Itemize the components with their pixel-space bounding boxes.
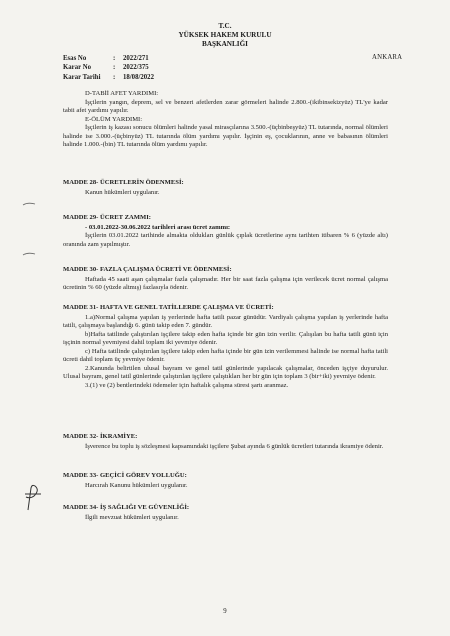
karar-label: Karar No [63, 64, 92, 72]
page-number: 9 [223, 608, 227, 615]
paragraph: İşçilerin yangın, deprem, sel ve benzeri afetlerden zarar görmeleri halinde 2.800.-(ikibinsekizyüz) TL'ye kadar tabii afet yardımı yapılır. [63, 98, 388, 115]
karar-row [63, 63, 154, 72]
city-label: ANKARA [372, 54, 403, 61]
margin-mark-icon [22, 201, 36, 207]
section-title: MADDE 29- ÜCRET ZAMMI: [63, 214, 151, 221]
paragraph: Harcırah Kanunu hükümleri uygulanır. [85, 481, 188, 489]
case-meta [63, 54, 154, 82]
tarih-row [63, 73, 154, 82]
block-madde-33 [63, 472, 388, 490]
tarih-label: Karar Tarihi [63, 73, 101, 81]
tarih-sep: : [113, 73, 116, 81]
esas-value: 2022/271 [123, 55, 149, 62]
tarih-value: 18/08/2022 [123, 73, 154, 81]
paragraph: 2.Kanunda belirtilen ulusal bayram ve genel tatil günlerinde yapılacak çalışmalar, önceden işçiye duyurulur. Ulusal bayram, genel tatil günlerinde çalıştırılan işçilere çalıştıkları her bir gün için toplam 3 (bir+iki) yevmiye ödenir. [63, 364, 388, 381]
paragraph: İşçilerin 03.01.2022 tarihinde almakta oldukları günlük çıplak ücretlerine aynı tarihten itibaren % 6 (yüzde altı) oranında zam yapılmıştır. [63, 232, 388, 248]
paragraph: Kanun hükümleri uygulanır. [85, 188, 160, 196]
paragraph: D-TABİİ AFET YARDIMI: [85, 90, 159, 97]
paragraph: b)Hafta tatilinde çalıştırılan işçilere takip eden hafta içinde bir gün izin verilir. Çalışılan bu hafta tatili günü için işçinin normal yevmiyesi dahil toplam iki yevmiye ödenir. [63, 330, 388, 347]
paragraph: c) Hafta tatilinde çalıştırılan işçilere takip eden hafta içinde bir gün izin verilemmesi halinde ise normal hafta tatili ücreti dahil toplam üç yevmiye ödenir. [63, 347, 388, 364]
karar-sep: : [113, 64, 116, 72]
section-title: MADDE 31- HAFTA VE GENEL TATİLLERDE ÇALIŞMA VE ÜCRETİ: [63, 304, 274, 311]
block-madde-29 [63, 214, 388, 249]
esas-row [63, 54, 154, 63]
handwritten-initial-signature [22, 482, 44, 512]
section-title: MADDE 32- İKRAMİYE: [63, 433, 138, 440]
block-madde-30 [63, 266, 388, 293]
paragraph: 1.a)Normal çalışma yapılan iş yerlerinde hafta tatili pazar günüdür. Vardiyalı çalışma yapılan iş yerlerinde hafta tatili, çalışmaya başlandığı 6. günü takip eden 7. gündür. [63, 313, 388, 330]
karar-value: 2022/375 [123, 64, 149, 72]
paragraph: - 03.01.2022-30.06.2022 tarihleri arası ücret zammı: [85, 223, 231, 231]
block-madde-28 [63, 179, 388, 197]
paragraph: E-ÖLÜM YARDIMI: [85, 115, 143, 123]
header-department: BAŞKANLIĞI [202, 40, 248, 48]
section-title: MADDE 30- FAZLA ÇALIŞMA ÜCRETİ VE ÖDENMESİ: [63, 266, 232, 273]
block-madde-34 [63, 504, 388, 522]
paragraph: 3.(1) ve (2) bentlerindeki ödemeler için haftalık çalışma süresi şartı aranmaz. [85, 381, 289, 389]
paragraph: Haftada 45 saati aşan çalışmalar fazla çalışmadır. Her bir saat fazla çalışma için verilecek ücret normal çalışma ücretinin % 60 (yüzde altmış) fazlasıyla ödenir. [63, 275, 388, 292]
paragraph: İşçilerin iş kazası sonucu ölümleri halinde yasal mirasçılarına 3.500.-(üçbinbeşyüz) TL tutarında, normal ölümleri halinde ise 3.000.-(üçbinyüz) TL tutarında ölüm yardımı yapılır. İşçinin eş, çocuklarının, anne ve babasının ölümleri halinde 1.000.-(bin) TL tutarında ölüm yardımı yapılır. [63, 124, 388, 149]
section-title: MADDE 34- İŞ SAĞLIĞI VE GÜVENLİĞİ: [63, 504, 190, 511]
header-tc: T.C. [218, 22, 232, 30]
section-title: MADDE 28- ÜCRETLERİN ÖDENMESİ: [63, 179, 184, 186]
esas-label: Esas No [63, 55, 87, 62]
block-d [63, 90, 388, 150]
header-institution: YÜKSEK HAKEM KURULU [178, 31, 272, 39]
block-madde-31 [63, 304, 388, 390]
esas-sep: : [113, 55, 116, 62]
paragraph: İşverence bu toplu iş sözleşmesi kapsamındaki işçilere Şubat ayında 6 günlük ücretleri tutarında ikramiye ödenir. [85, 442, 384, 450]
block-madde-32 [63, 433, 388, 451]
margin-mark-icon [22, 251, 36, 257]
paragraph: İlgili mevzuat hükümleri uygulanır. [85, 513, 179, 521]
section-title: MADDE 33- GEÇİCİ GÖREV YOLLUĞU: [63, 472, 187, 479]
